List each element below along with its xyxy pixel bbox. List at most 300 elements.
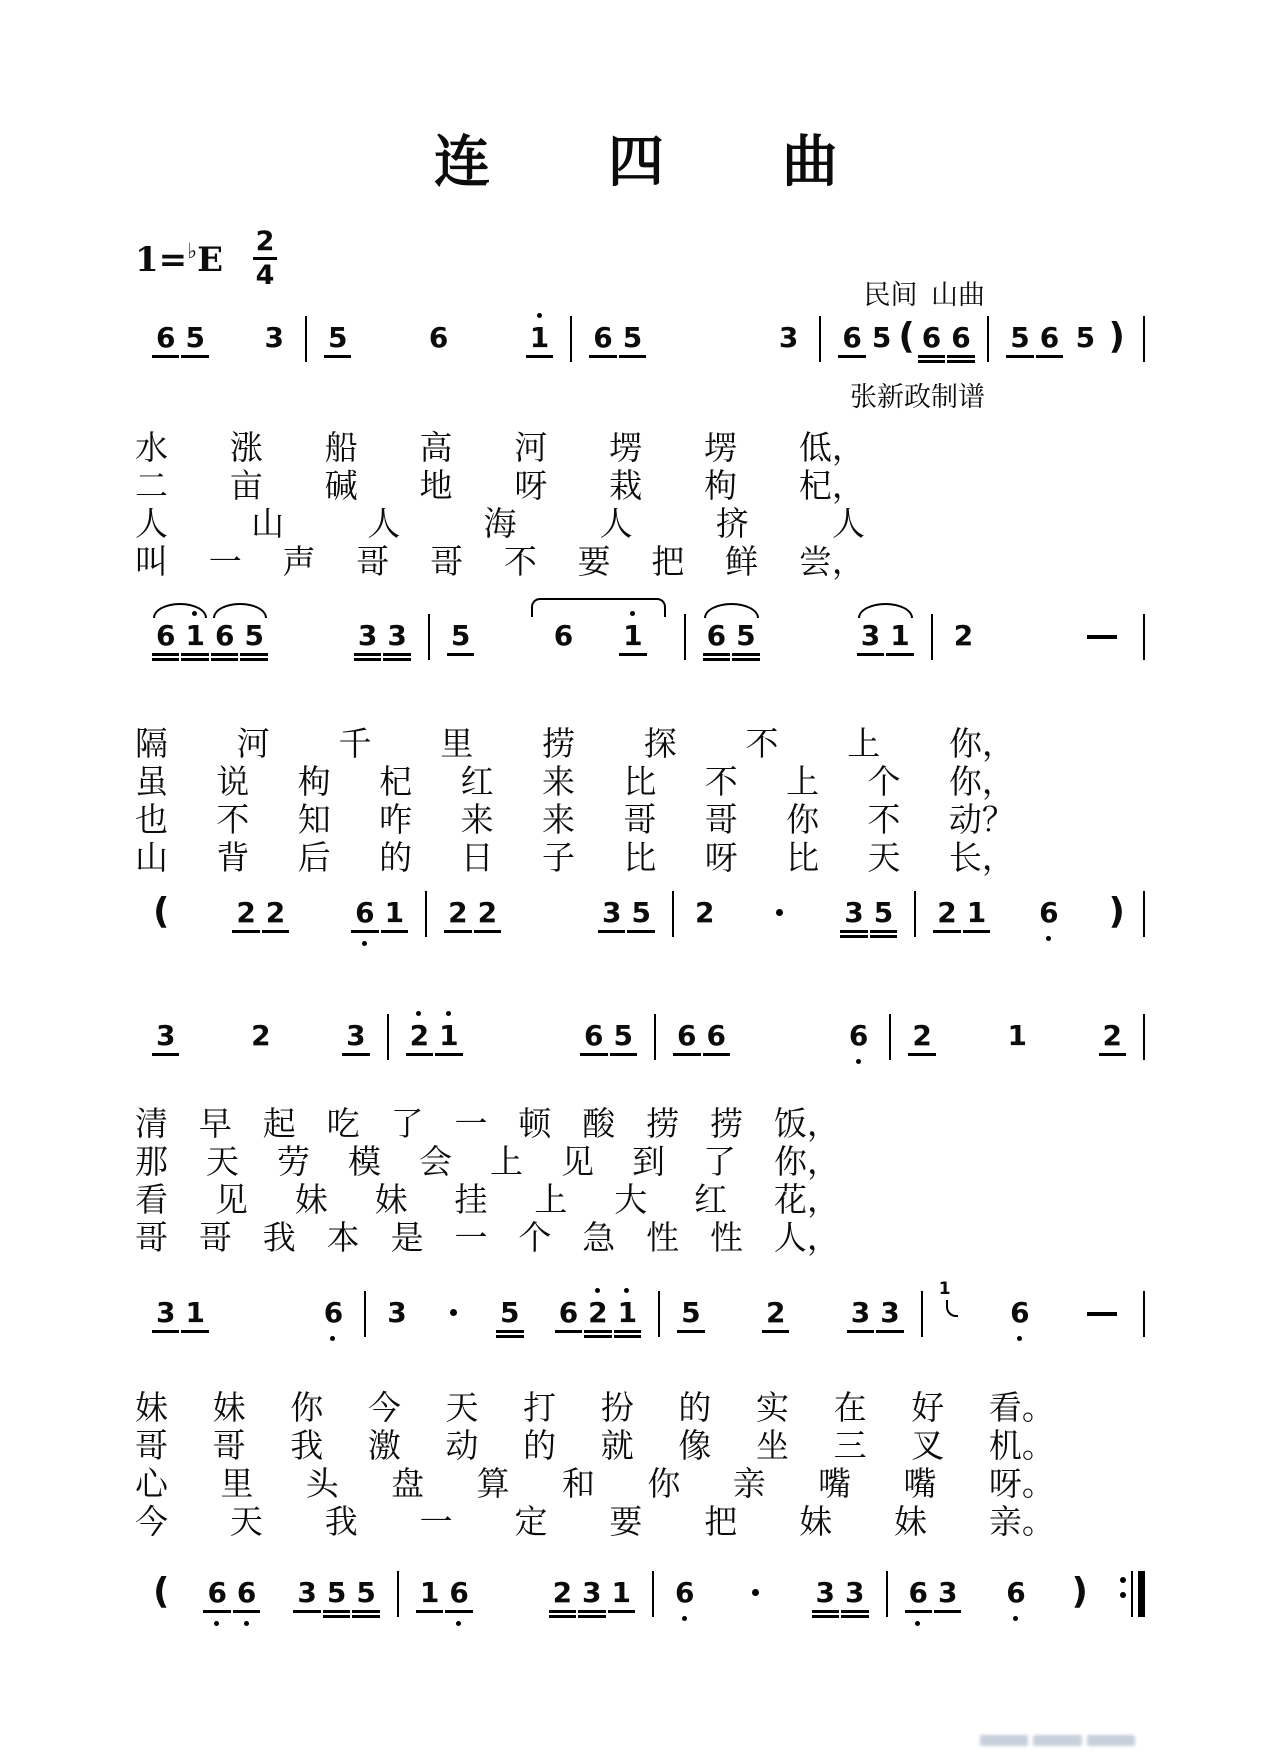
lyric-syllable: 哥	[623, 803, 657, 839]
music-line-5	[135, 1279, 1145, 1329]
measure	[427, 896, 672, 929]
measure	[135, 321, 305, 354]
lyric-syllable: 花，	[774, 1183, 840, 1219]
lyric-syllable: 本	[326, 1221, 360, 1257]
slur-line	[858, 603, 913, 618]
lyric-syllable: 比	[623, 765, 657, 801]
note	[839, 896, 868, 929]
beam-line	[211, 658, 238, 661]
note	[495, 1296, 524, 1329]
lyric-syllable: 你	[786, 803, 820, 839]
note-group	[907, 1019, 936, 1052]
lyric-syllable: 盘	[391, 1467, 425, 1503]
note-number: 1	[617, 1296, 638, 1329]
note-number: 1	[185, 619, 205, 652]
measure	[989, 316, 1143, 357]
lyric-syllable: 坐	[756, 1429, 789, 1465]
slur-line	[704, 603, 759, 618]
lyric-syllable: 妹	[374, 1183, 408, 1219]
lyric-syllable: 早	[198, 1107, 232, 1143]
lyric-syllable: 妹	[212, 1391, 246, 1427]
beam-line	[886, 653, 913, 656]
lyric-syllable: 比	[786, 841, 820, 877]
note-number: 3	[582, 1576, 602, 1609]
beam-line	[598, 930, 625, 933]
note-group	[292, 1576, 380, 1609]
note	[1001, 1576, 1030, 1609]
lyric-syllable: 亲。	[988, 1505, 1055, 1541]
note-number: 1	[890, 619, 910, 652]
measure	[888, 1571, 1106, 1612]
measure	[307, 321, 570, 354]
note-number: 5	[326, 1576, 347, 1609]
lyric-syllable: 我	[262, 1221, 296, 1257]
note	[443, 896, 472, 929]
note-number: 6	[553, 619, 574, 652]
note-number: 1	[529, 321, 550, 354]
lyric-syllable: 到	[632, 1145, 665, 1181]
lyric-syllable: 扮	[600, 1391, 634, 1427]
beam-line	[934, 1610, 961, 1613]
beam-line	[1099, 1053, 1126, 1056]
lyrics-line	[135, 1390, 1055, 1428]
note	[618, 321, 647, 354]
note	[670, 1576, 699, 1609]
lyric-syllable: 的	[523, 1429, 557, 1465]
lyric-syllable: 哥	[430, 545, 464, 581]
note-group	[529, 619, 668, 652]
lyric-syllable: 劳	[277, 1145, 310, 1181]
note	[554, 1296, 583, 1329]
beam-line	[181, 658, 208, 661]
beam-line	[416, 1610, 443, 1613]
final-barline	[1143, 614, 1145, 660]
lyric-syllable: 你，	[948, 765, 1015, 801]
lyric-syllable: 枸	[297, 765, 331, 801]
beam-line	[847, 1330, 874, 1333]
beam-line	[918, 355, 945, 358]
note-number: 1	[384, 896, 405, 929]
repeat-sign	[1120, 1571, 1145, 1607]
note-number: 5	[185, 321, 205, 354]
note-number: 6	[323, 1296, 344, 1329]
note	[1034, 896, 1063, 929]
key-text	[135, 238, 223, 280]
note-number: 5	[871, 321, 892, 354]
slur-line	[531, 598, 666, 617]
lyric-syllable: 今	[367, 1391, 401, 1427]
beam-line	[406, 1053, 433, 1056]
note-number: 3	[815, 1576, 836, 1609]
note-group	[702, 619, 761, 652]
note-group	[382, 1296, 411, 1329]
note	[415, 1576, 444, 1609]
note-group	[548, 1576, 636, 1609]
note-number: 2	[448, 896, 468, 929]
note-number: 6	[1006, 1576, 1026, 1609]
lyrics-line	[135, 506, 865, 544]
note-group	[341, 1019, 370, 1052]
measure	[923, 1279, 1143, 1329]
beam-line	[444, 930, 471, 933]
lyrics-line	[135, 468, 865, 506]
lyric-syllable: 嘴	[818, 1467, 852, 1503]
beam-line	[589, 355, 616, 358]
lyric-syllable: 的	[678, 1391, 712, 1427]
note	[319, 1296, 348, 1329]
note-group	[670, 1576, 699, 1609]
note	[1002, 1019, 1031, 1052]
note-group	[246, 1019, 275, 1052]
beam-line	[549, 1610, 576, 1613]
lyric-syllable: 你	[647, 1467, 681, 1503]
note-group	[846, 1296, 905, 1329]
beam-line	[732, 658, 759, 661]
final-barline	[1143, 1291, 1145, 1337]
note	[811, 1576, 840, 1609]
beam-line	[838, 355, 865, 358]
lyric-syllable: 天	[206, 1145, 239, 1181]
lyric-syllable: 隔	[135, 727, 168, 763]
note-group	[353, 619, 412, 652]
beam-line	[352, 1615, 379, 1618]
flat-sign: ♭	[187, 237, 198, 263]
note-number: 6	[951, 321, 971, 354]
lyrics-line	[135, 1220, 840, 1258]
note	[583, 1296, 612, 1329]
note-group	[151, 321, 210, 354]
note	[151, 1019, 180, 1052]
note-number: 5	[356, 1576, 376, 1609]
beam-line	[908, 1053, 935, 1056]
note	[232, 1576, 261, 1609]
note-group	[588, 321, 647, 354]
lyric-syllable: 急	[582, 1221, 616, 1257]
repeat-dots	[1120, 1577, 1126, 1598]
note-group	[1034, 896, 1063, 929]
note-number: 6	[1039, 896, 1059, 929]
grace-note-number: 1	[938, 1279, 951, 1299]
note-group	[350, 896, 409, 929]
note	[1035, 321, 1064, 354]
beam-line	[152, 653, 179, 656]
lyrics-line	[135, 1504, 1055, 1542]
note	[626, 896, 655, 929]
lyric-syllable: 动	[445, 1429, 479, 1465]
measure	[135, 1296, 364, 1329]
note-number: 2	[912, 1019, 932, 1052]
lyric-syllable: 挂	[454, 1183, 488, 1219]
lyric-syllable: 哥	[212, 1429, 246, 1465]
note	[618, 619, 647, 652]
lyric-syllable: 船	[324, 431, 358, 467]
lyrics-line	[135, 840, 1015, 878]
note	[180, 1296, 209, 1329]
lyric-syllable: 也	[135, 803, 168, 839]
lyrics-line	[135, 802, 1015, 840]
octave-dot-below	[362, 941, 367, 946]
note-number: 2	[265, 896, 286, 929]
close-paren: )	[1108, 316, 1125, 357]
beam-line	[383, 653, 410, 656]
measure	[933, 619, 1143, 652]
lyric-syllable: 像	[678, 1429, 712, 1465]
lyric-syllable: 哥	[135, 1429, 168, 1465]
lyrics-verse-block-1	[135, 430, 865, 582]
note-group	[1005, 321, 1064, 354]
measure	[674, 896, 914, 929]
note	[597, 896, 626, 929]
open-paren: (	[153, 891, 170, 932]
lyric-syllable: 心	[135, 1467, 168, 1503]
measure	[821, 316, 987, 357]
note-number: 2	[1102, 1019, 1122, 1052]
lyric-syllable: 上	[490, 1145, 523, 1181]
note-number: 6	[842, 321, 862, 354]
measure	[891, 1019, 1143, 1052]
note	[932, 896, 961, 929]
measure	[135, 1019, 387, 1052]
beam-line	[857, 653, 884, 656]
note-number: 5	[327, 321, 348, 354]
note-number: 6	[1039, 321, 1060, 354]
note	[885, 619, 914, 652]
beam-line	[352, 1610, 379, 1613]
note-number: 6	[449, 1576, 469, 1609]
note-number: 3	[845, 1576, 865, 1609]
lyric-syllable: 捞	[646, 1107, 680, 1143]
note	[246, 1019, 275, 1052]
note	[962, 896, 991, 929]
lyric-syllable: 不	[216, 803, 250, 839]
lyric-syllable: 天	[229, 1505, 263, 1541]
note-number: 3	[938, 1576, 958, 1609]
lyric-syllable: 就	[600, 1429, 634, 1465]
grace-note	[938, 1279, 963, 1323]
note-number: 6	[706, 1019, 726, 1052]
measure	[916, 891, 1143, 932]
beam-line	[447, 653, 474, 656]
note	[525, 321, 554, 354]
music-line-4	[135, 1020, 1145, 1050]
note-number: 3	[156, 1019, 176, 1052]
octave-dot-below	[915, 1621, 920, 1626]
lyrics-line	[135, 1428, 1055, 1466]
beam-line	[762, 1330, 789, 1333]
lyric-syllable: 了	[703, 1145, 736, 1181]
beam-line	[181, 653, 208, 656]
beam-line	[703, 658, 730, 661]
note	[180, 321, 209, 354]
beam-line	[351, 930, 378, 933]
lyric-syllable: 山	[251, 507, 285, 543]
lyrics-verse-block-3	[135, 1106, 840, 1258]
note-group	[774, 321, 803, 354]
lyric-syllable: 那	[135, 1145, 168, 1181]
lyric-syllable: 挤	[715, 507, 749, 543]
note	[867, 321, 896, 354]
credit-arranger: 张新政制谱	[850, 382, 985, 412]
note-group	[1098, 1019, 1127, 1052]
note	[1098, 1019, 1127, 1052]
note-number: 6	[355, 896, 375, 929]
note-number: 1	[1007, 1019, 1027, 1052]
note-number: 2	[953, 619, 974, 652]
lyric-syllable: 来	[541, 765, 575, 801]
note	[774, 321, 803, 354]
lyrics-line	[135, 1144, 840, 1182]
note-group	[761, 1296, 790, 1329]
octave-dot-below	[1046, 936, 1051, 941]
beam-line	[840, 935, 867, 938]
lyric-syllable: 在	[833, 1391, 867, 1427]
open-paren: (	[898, 316, 915, 357]
lyric-syllable: 里	[220, 1467, 254, 1503]
note-group	[672, 1019, 731, 1052]
measure	[135, 891, 425, 932]
lyric-syllable: 红	[694, 1183, 728, 1219]
note	[323, 321, 352, 354]
note	[588, 321, 617, 354]
lyric-syllable: 要	[577, 545, 611, 581]
open-paren: (	[153, 1571, 170, 1612]
note-group	[1002, 1019, 1031, 1052]
note	[904, 1576, 933, 1609]
note-number: 1	[966, 896, 987, 929]
lyric-syllable: 日	[460, 841, 494, 877]
beam-line	[584, 1330, 611, 1333]
note-group	[405, 1019, 464, 1052]
note-group	[811, 1576, 870, 1609]
beam-line	[578, 1615, 605, 1618]
lyric-syllable: 会	[419, 1145, 452, 1181]
lyric-syllable: 今	[135, 1505, 168, 1541]
note-number: 6	[677, 1019, 697, 1052]
note-number: 5	[500, 1296, 520, 1329]
note-number: 2	[236, 896, 256, 929]
beam-line	[526, 355, 553, 358]
measure	[656, 1019, 889, 1052]
key-signature	[135, 228, 277, 289]
beam-line	[627, 930, 654, 933]
measure	[389, 1019, 654, 1052]
lyric-syllable: 妹	[294, 1183, 328, 1219]
lyrics-line	[135, 1182, 840, 1220]
beam-line	[841, 1610, 868, 1613]
note	[875, 1296, 904, 1329]
note	[382, 1296, 411, 1329]
octave-dot-below	[1013, 1616, 1018, 1621]
note-group	[319, 1296, 348, 1329]
lyric-syllable: 顿	[518, 1107, 552, 1143]
note-group	[917, 321, 976, 354]
lyric-syllable: 吃	[326, 1107, 360, 1143]
measure	[135, 1571, 397, 1612]
lyric-syllable: 来	[460, 803, 494, 839]
note-number: 6	[593, 321, 613, 354]
note	[856, 619, 885, 652]
beam-line	[947, 360, 974, 363]
lyric-syllable: 呀	[704, 841, 738, 877]
lyric-syllable: 碱	[324, 469, 358, 505]
note-number: 6	[908, 1576, 928, 1609]
note-group	[151, 1019, 180, 1052]
note-number: 5	[873, 896, 894, 929]
beam-line	[240, 658, 267, 661]
lyric-syllable: 杞，	[798, 469, 865, 505]
beam-line	[610, 1053, 637, 1056]
lyric-syllable: 人	[135, 507, 168, 543]
duration-dash	[1087, 1312, 1117, 1316]
beam-line	[152, 355, 179, 358]
note-number: 2	[477, 896, 498, 929]
lyric-syllable: 杞	[379, 765, 413, 801]
lyric-syllable: 咋	[379, 803, 413, 839]
beam-line	[496, 1335, 523, 1338]
close-paren: )	[1071, 1571, 1088, 1612]
note-number: 6	[1010, 1296, 1030, 1329]
duration-dash	[1087, 635, 1117, 639]
note-number: 1	[623, 619, 643, 652]
lyric-syllable: 天	[445, 1391, 479, 1427]
note-group	[839, 896, 898, 929]
note	[761, 1296, 790, 1329]
note	[548, 1576, 577, 1609]
note-number: 6	[675, 1576, 695, 1609]
augmentation-dot	[776, 909, 783, 916]
lyric-syllable: 上	[786, 765, 820, 801]
lyric-syllable: 我	[324, 1505, 358, 1541]
note	[292, 1576, 321, 1609]
lyric-syllable: 低，	[798, 431, 865, 467]
lyric-syllable: 塄	[609, 431, 643, 467]
note-group	[554, 1296, 642, 1329]
measure	[135, 619, 428, 652]
lyrics-line	[135, 764, 1015, 802]
lyric-syllable: 上	[534, 1183, 568, 1219]
lyric-syllable: 见	[561, 1145, 594, 1181]
lyric-syllable: 高	[419, 431, 453, 467]
lyric-syllable: 水	[135, 431, 168, 467]
note	[933, 1576, 962, 1609]
watermark	[980, 1735, 1135, 1746]
beam-line	[262, 930, 289, 933]
lyric-syllable: 不	[704, 765, 738, 801]
measure	[686, 619, 931, 652]
note-group	[1005, 1296, 1034, 1329]
measure	[654, 1576, 886, 1609]
lyric-syllable: 里	[440, 727, 474, 763]
lyric-syllable: 地	[419, 469, 453, 505]
lyric-syllable: 妹	[799, 1505, 833, 1541]
beam-line	[673, 1053, 700, 1056]
beam-line	[323, 1615, 350, 1618]
note-number: 6	[848, 1019, 869, 1052]
lyric-syllable: 三	[833, 1429, 867, 1465]
note-number: 3	[850, 1296, 871, 1329]
beam-line	[918, 360, 945, 363]
beam-line	[381, 930, 408, 933]
lyric-syllable: 机。	[988, 1429, 1055, 1465]
music-line-3-instrumental	[135, 891, 1145, 932]
lyric-syllable: 模	[348, 1145, 381, 1181]
lyric-syllable: 说	[216, 765, 250, 801]
note-number: 5	[613, 1019, 634, 1052]
beam-line	[584, 1335, 611, 1338]
note-number: 2	[694, 896, 715, 929]
note-number: 3	[346, 1019, 366, 1052]
lyric-syllable: 人	[367, 507, 401, 543]
